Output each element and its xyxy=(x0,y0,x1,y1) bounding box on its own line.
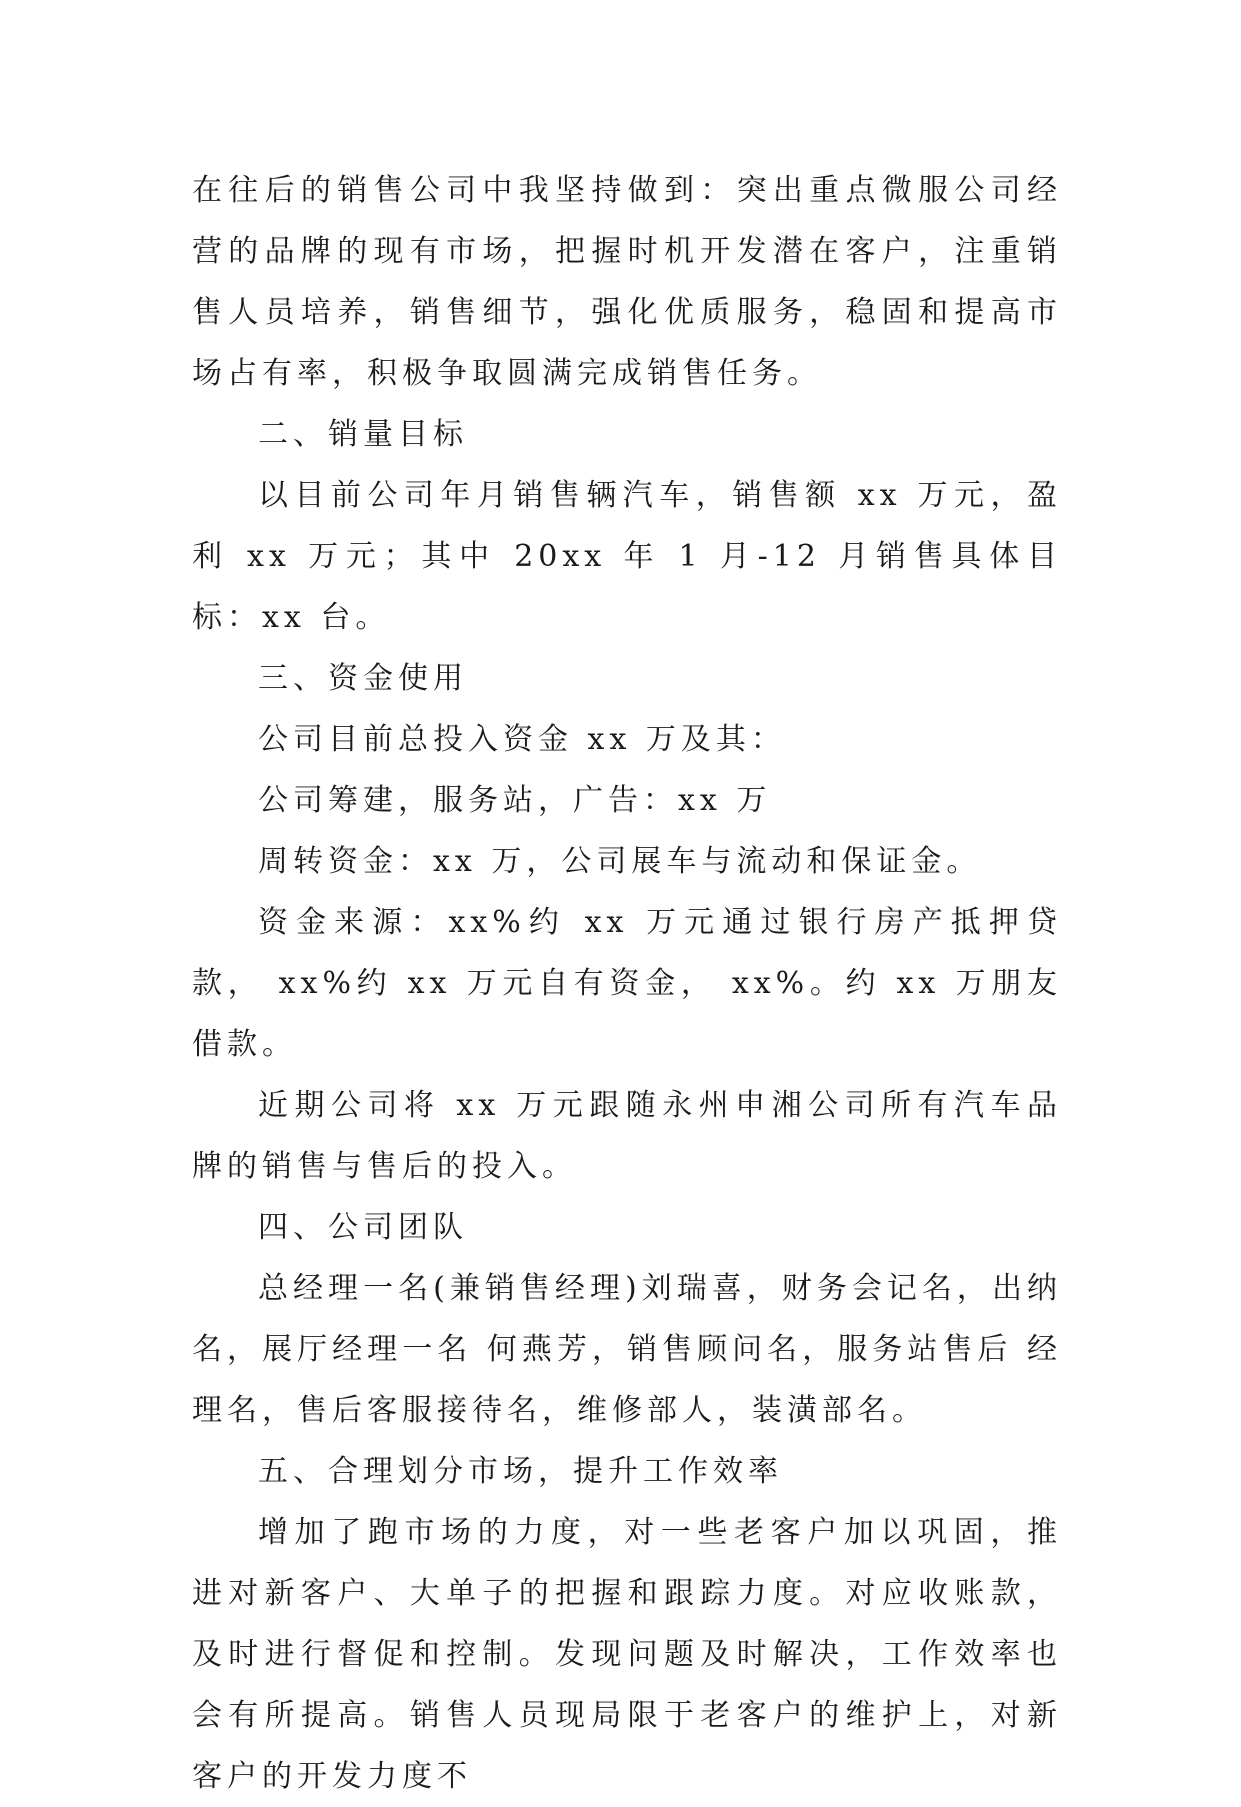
body-paragraph: 公司筹建，服务站，广告：xx 万 xyxy=(258,783,772,818)
section-heading-fund-usage: 三、资金使用 xyxy=(258,661,468,696)
body-paragraph: 在往后的销售公司中我坚持做到：突出重点微服公司经营的品牌的现有市场，把握时机开发潜在客户，注重销售人员培养，销售细节，强化优质服务，稳固和提高市场占有率，积极争取圆满完成销售任务。 xyxy=(192,173,1062,391)
body-paragraph: 公司目前总投入资金 xx 万及其： xyxy=(258,722,786,757)
section-heading-team: 四、公司团队 xyxy=(258,1210,468,1245)
body-paragraph: 资金来源：xx%约 xx 万元通过银行房产抵押贷款， xx%约 xx 万元自有资金， xx%。约 xx 万朋友借款。 xyxy=(192,905,1062,1062)
section-heading-sales-target: 二、销量目标 xyxy=(258,417,468,452)
body-paragraph: 近期公司将 xx 万元跟随永州申湘公司所有汽车品牌的销售与售后的投入。 xyxy=(192,1088,1062,1184)
body-paragraph: 以目前公司年月销售辆汽车，销售额 xx 万元，盈利 xx 万元；其中 20xx 年 1 月-12 月销售具体目标：xx 台。 xyxy=(192,478,1062,635)
document-body xyxy=(192,160,1062,1807)
body-paragraph: 总经理一名(兼销售经理)刘瑞喜，财务会记名，出纳名，展厅经理一名 何燕芳，销售顾问名，服务站售后 经理名，售后客服接待名，维修部人，装潢部名。 xyxy=(192,1271,1062,1428)
section-heading-market: 五、合理划分市场，提升工作效率 xyxy=(258,1454,783,1489)
body-paragraph: 周转资金：xx 万，公司展车与流动和保证金。 xyxy=(258,844,982,879)
body-paragraph: 增加了跑市场的力度，对一些老客户加以巩固，推进对新客户、大单子的把握和跟踪力度。对应收账款，及时进行督促和控制。发现问题及时解决，工作效率也会有所提高。销售人员现局限于老客户的维护上，对新客户的开发力度不 xyxy=(192,1515,1062,1794)
